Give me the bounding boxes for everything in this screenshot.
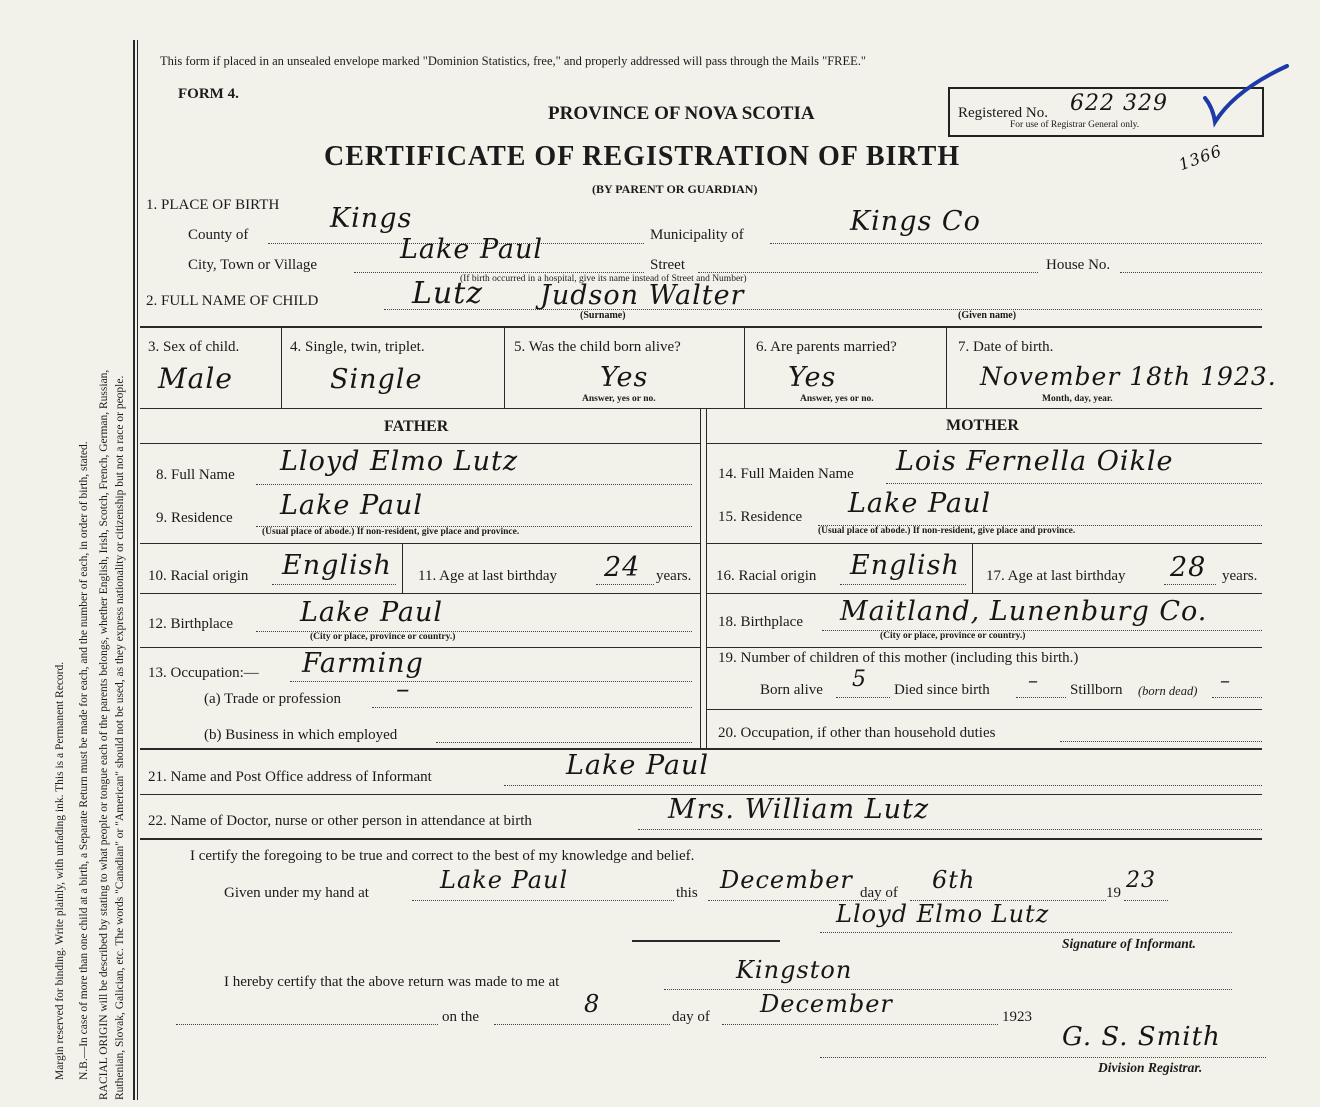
father-rule-1 — [140, 543, 700, 544]
mother-racial-label: 16. Racial origin — [716, 568, 817, 584]
mother-racial-line — [840, 584, 966, 585]
this-label: this — [676, 885, 698, 901]
plurality-label: 4. Single, twin, triplet. — [290, 339, 425, 355]
short-rule — [632, 940, 780, 942]
father-residence-label: 9. Residence — [156, 510, 233, 526]
on-the-lead-line — [176, 1024, 438, 1025]
died-label: Died since birth — [894, 682, 990, 698]
street-label: Street — [650, 257, 685, 273]
mother-heading-rule — [706, 443, 1262, 444]
father-business-line — [436, 742, 692, 743]
father-name-value: Lloyd Elmo Lutz — [280, 446, 519, 477]
doctor-line — [638, 829, 1262, 830]
father-name-label: 8. Full Name — [156, 467, 235, 483]
dob-label: 7. Date of birth. — [958, 339, 1054, 355]
father-trade-line — [372, 707, 692, 708]
child-surname-value: Lutz — [412, 276, 484, 311]
mother-age-unit: years. — [1222, 568, 1258, 584]
page-title: CERTIFICATE OF REGISTRATION OF BIRTH — [324, 141, 961, 172]
municipality-value: Kings Co — [850, 206, 981, 237]
margin-binding-note: Margin reserved for binding. Write plainly, with unfading ink. This is a Permanent Record. — [54, 661, 66, 1080]
mother-occupation-line — [1060, 741, 1262, 742]
reg-month-value: December — [760, 990, 893, 1018]
hospital-note: (If birth occurred in a hospital, give its name instead of Street and Number) — [460, 274, 747, 284]
rule-doctor-bottom — [140, 838, 1262, 840]
father-occupation-line — [290, 681, 692, 682]
city-line — [354, 272, 644, 273]
certify-statement: I certify the foregoing to be true and correct to the best of my knowledge and belief. — [190, 848, 695, 864]
day-of-label: day of — [860, 885, 898, 901]
father-birthplace-caption: (City or place, province or country.) — [310, 632, 456, 642]
child-name-label: 2. FULL NAME OF CHILD — [146, 293, 319, 309]
mother-children-label: 19. Number of children of this mother (including this birth.) — [718, 650, 1079, 666]
rule-row3-top — [140, 326, 1262, 328]
registrar-place-value: Kingston — [736, 956, 853, 984]
mother-birthplace-caption: (City or place, province or country.) — [880, 631, 1026, 641]
father-age-line — [596, 584, 654, 585]
father-trade-value: – — [396, 674, 411, 705]
registered-value: 622 329 — [1070, 91, 1168, 116]
married-label: 6. Are parents married? — [756, 339, 897, 355]
alive-value: Yes — [600, 362, 649, 393]
registrar-place-line — [664, 989, 1232, 990]
father-racial-line — [272, 584, 396, 585]
house-line — [1120, 272, 1262, 273]
alive-caption: Answer, yes or no. — [582, 394, 656, 404]
informant-signature: Lloyd Elmo Lutz — [836, 900, 1050, 928]
mother-residence-label: 15. Residence — [718, 509, 803, 525]
registrar-signature-line — [820, 1057, 1266, 1058]
mother-rule-1 — [706, 543, 1262, 544]
surname-caption: (Surname) — [580, 310, 626, 321]
registrar-signature: G. S. Smith — [1062, 1022, 1221, 1052]
sex-label: 3. Sex of child. — [148, 339, 240, 355]
mother-racial-value: English — [850, 550, 960, 581]
mother-occupation-label: 20. Occupation, if other than household duties — [718, 725, 996, 741]
reg-day-value: 8 — [584, 990, 601, 1018]
reg-day-label: day of — [672, 1009, 710, 1025]
died-value: – — [1028, 668, 1039, 692]
given-place-value: Lake Paul — [440, 866, 569, 894]
married-caption: Answer, yes or no. — [800, 394, 874, 404]
county-label: County of — [188, 227, 249, 243]
registrar-use-note: For use of Registrar General only. — [1010, 120, 1140, 130]
father-racial-label: 10. Racial origin — [148, 568, 249, 584]
rule-row3-bottom — [140, 408, 1262, 409]
mother-rule-4 — [706, 709, 1262, 710]
father-name-line — [256, 484, 692, 485]
mother-name-value: Lois Fernella Oikle — [896, 446, 1174, 477]
father-age-value: 24 — [604, 552, 641, 583]
house-label: House No. — [1046, 257, 1111, 273]
given-caption: (Given name) — [958, 310, 1017, 321]
binding-line-inner — [137, 40, 138, 1100]
informant-value: Lake Paul — [566, 750, 710, 781]
father-residence-caption: (Usual place of abode.) If non-resident, give place and province. — [262, 527, 520, 537]
dob-caption: Month, day, year. — [1042, 394, 1113, 404]
born-alive-value: 5 — [852, 667, 867, 692]
child-name-line — [384, 309, 1262, 310]
informant-line — [504, 785, 1262, 786]
municipality-line — [770, 243, 1262, 244]
father-occupation-label: 13. Occupation:— — [148, 665, 259, 681]
doctor-value: Mrs. William Lutz — [668, 794, 930, 825]
reg-month-line — [722, 1024, 998, 1025]
city-value: Lake Paul — [400, 234, 544, 265]
binding-line — [133, 40, 135, 1100]
married-value: Yes — [788, 362, 837, 393]
alive-label: 5. Was the child born alive? — [514, 339, 681, 355]
father-business-label: (b) Business in which employed — [204, 727, 398, 743]
registered-label: Registered No. — [958, 105, 1048, 121]
municipality-label: Municipality of — [650, 227, 744, 243]
mother-age-divider — [972, 543, 973, 593]
plurality-value: Single — [330, 364, 423, 395]
year-prefix: 19 — [1106, 885, 1121, 901]
on-the-label: on the — [442, 1009, 480, 1025]
margin-racial-note-2: Ruthenian, Slovak, Galician, etc. The words "Canadian" or "American" should not be used, as they express nationality or citizenship but not a race or people. — [114, 375, 126, 1100]
divider-4-5 — [504, 326, 505, 408]
corner-mark: 1366 — [1176, 140, 1225, 175]
father-trade-label: (a) Trade or profession — [204, 691, 342, 707]
mother-residence-value: Lake Paul — [848, 488, 992, 519]
margin-racial-note: RACIAL ORIGIN will be described by stating to what people or tongue each of the parents belongs, whether English, Irish, Scotch, French, German, Russian, — [98, 369, 110, 1100]
parent-divider-a — [700, 408, 701, 748]
mother-heading: MOTHER — [946, 417, 1019, 434]
divider-3-4 — [281, 326, 282, 408]
father-heading-rule — [140, 443, 700, 444]
stillborn-note: (born dead) — [1138, 684, 1198, 698]
province-heading: PROVINCE OF NOVA SCOTIA — [548, 103, 815, 124]
father-birthplace-value: Lake Paul — [300, 597, 444, 628]
stillborn-label: Stillborn — [1070, 682, 1123, 698]
given-under-label: Given under my hand at — [224, 885, 369, 901]
mother-birthplace-value: Maitland, Lunenburg Co. — [840, 596, 1208, 627]
mother-rule-2 — [706, 593, 1262, 594]
mother-name-line — [886, 483, 1262, 484]
mother-birthplace-label: 18. Birthplace — [718, 614, 803, 630]
informant-label: 21. Name and Post Office address of Informant — [148, 769, 432, 785]
margin-nb-note: N.B.—In case of more than one child at a birth, a Separate Return must be made for each, and the number of each, in order of birth, stated. — [78, 441, 90, 1080]
mother-age-label: 17. Age at last birthday — [986, 568, 1126, 584]
given-place-line — [412, 900, 674, 901]
doctor-label: 22. Name of Doctor, nurse or other person in attendance at birth — [148, 813, 532, 829]
stillborn-line — [1212, 697, 1262, 698]
signature-line — [820, 932, 1232, 933]
page-subtitle: (BY PARENT OR GUARDIAN) — [592, 182, 758, 196]
check-mark-icon — [1195, 60, 1295, 130]
father-residence-value: Lake Paul — [280, 490, 424, 521]
county-value: Kings — [330, 203, 413, 234]
parent-divider-b — [706, 408, 707, 748]
dob-value: November 18th 1923. — [980, 362, 1277, 391]
city-label: City, Town or Village — [188, 257, 318, 273]
divider-6-7 — [946, 326, 947, 408]
year-line — [1124, 900, 1168, 901]
month-value: December — [720, 866, 853, 894]
father-age-divider — [402, 543, 403, 593]
reg-day-line — [494, 1024, 670, 1025]
father-occupation-value: Farming — [302, 648, 424, 679]
mail-notice: This form if placed in an unsealed envelope marked "Dominion Statistics, free," and properly addressed will pass through the Mails "FREE." — [160, 54, 867, 68]
born-alive-label: Born alive — [760, 682, 823, 698]
sex-value: Male — [158, 362, 233, 395]
father-age-label: 11. Age at last birthday — [418, 568, 557, 584]
form-number: FORM 4. — [178, 86, 239, 102]
place-of-birth-label: 1. PLACE OF BIRTH — [146, 197, 280, 213]
father-heading: FATHER — [384, 418, 449, 435]
father-age-unit: years. — [656, 568, 692, 584]
registrar-caption: Division Registrar. — [1098, 1060, 1203, 1075]
died-line — [1016, 697, 1066, 698]
mother-rule-3 — [706, 647, 1262, 648]
mother-name-label: 14. Full Maiden Name — [718, 466, 854, 482]
street-line — [698, 272, 1038, 273]
mother-residence-caption: (Usual place of abode.) If non-resident, give place and province. — [818, 526, 1076, 536]
reg-year: 1923 — [1002, 1009, 1032, 1025]
mother-age-value: 28 — [1170, 552, 1207, 583]
father-racial-value: English — [282, 550, 392, 581]
mother-age-line — [1164, 584, 1216, 585]
year-value: 23 — [1126, 868, 1156, 893]
day-value: 6th — [932, 866, 976, 894]
father-rule-2 — [140, 593, 700, 594]
signature-caption: Signature of Informant. — [1062, 936, 1196, 951]
born-alive-line — [836, 697, 890, 698]
registrar-statement: I hereby certify that the above return was made to me at — [224, 974, 560, 990]
father-birthplace-label: 12. Birthplace — [148, 616, 233, 632]
stillborn-value: – — [1220, 668, 1231, 692]
child-given-value: Judson Walter — [540, 280, 745, 311]
divider-5-6 — [744, 326, 745, 408]
